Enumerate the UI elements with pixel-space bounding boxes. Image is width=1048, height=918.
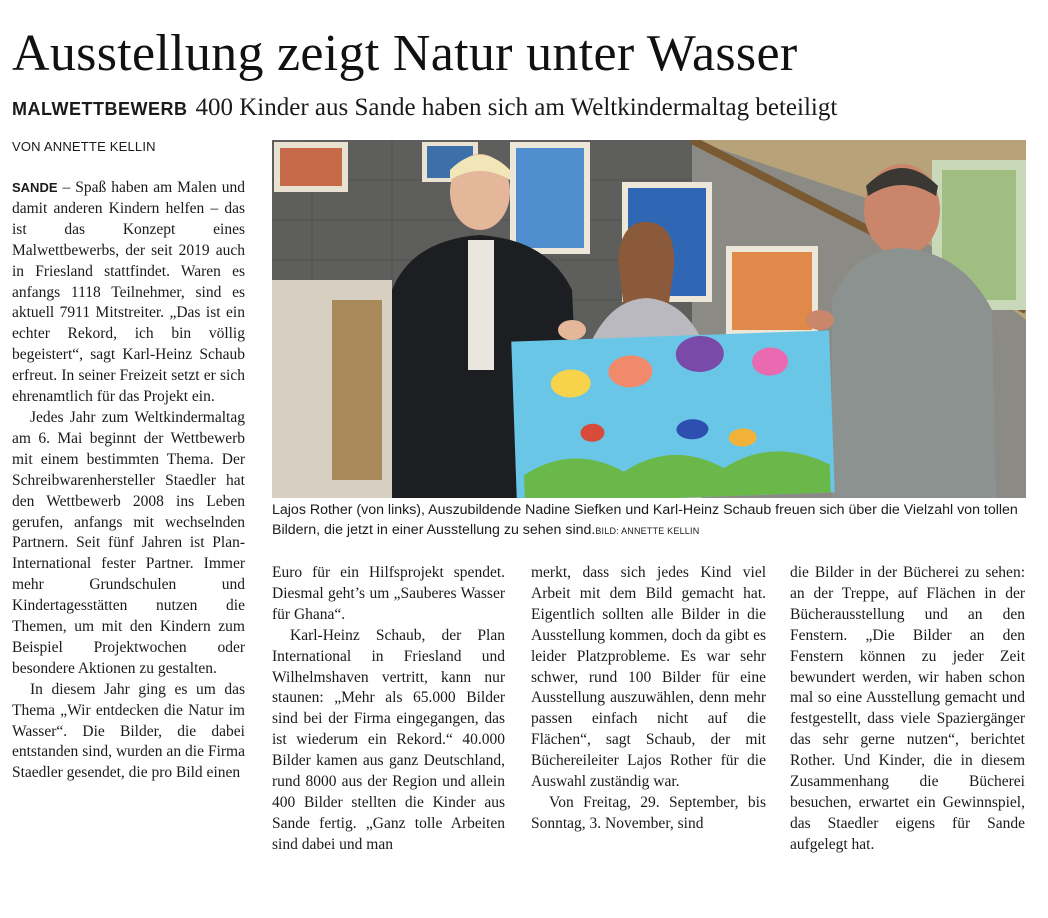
caption-text: Lajos Rother (von links), Auszubildende Nadine Siefken und Karl-Heinz Schaub freuen sich über die Vielzahl von tollen Bildern, die jetzt in einer Ausstellung zu sehen sind. — [272, 502, 1018, 538]
paragraph: Karl-Heinz Schaub, der Plan International in Friesland und Wilhelmshaven vertritt, kann nur staunen: „Mehr als 65.000 Bilder sind bei der Firma eingegangen, das ist wiederum ein Rekord.“ 40.000 Bilder kamen aus ganz Deutschland, rund 8000 aus der Region und allein 400 Bilder stellten die Kinder aus Sande fertig. „Ganz tolle Arbeiten sind dabei und man — [272, 626, 505, 853]
kicker: MALWETTBEWERB — [12, 99, 188, 119]
paragraph: Jedes Jahr zum Weltkindermaltag am 6. Mai beginnt der Wettbewerb mit einem bestimmten Thema. Der Schreibwarenhersteller Staedler hat den Wettbewerb 2008 ins Leben gerufen, anfangs mit wechselnden Partnern. Seit fünf Jahren ist Plan-International fester Partner. Immer mehr Grundschulen und Kindertagesstätten nutzen die Themen, um mit den Kindern zum Beispiel Projektwochen oder besondere Aktionen zu gestalten. — [12, 408, 245, 677]
paragraph: merkt, dass sich jedes Kind viel Arbeit mit dem Bild gemacht hat. Eigentlich sollten alle Bilder in die Ausstellung kommen, doch da gibt es leider Platzprobleme. Es war sehr schwer, rund 100 Bilder für eine Ausstellung auszuwählen, denn mehr passen einfach nicht auf die Flächen“, sagt Schaub, der mit Büchereileiter Lajos Rother für die Auswahl zuständig war. — [531, 564, 766, 791]
photo-illustration — [272, 140, 1026, 498]
dateline: SANDE — [12, 180, 58, 195]
paragraph: In diesem Jahr ging es um das Thema „Wir entdecken die Natur im Wasser“. Die Bilder, die dabei entstanden sind, wurden an die Firma Staedler gesendet, die pro Bild einen — [12, 680, 245, 782]
paragraph-text: – Spaß haben am Malen und damit anderen Kindern helfen – das ist das Konzept eines Malwettbewerbs, der seit 2019 auch in Friesland stattfindet. Waren es anfangs 1118 Teilnehmer, sind es aktuell 7911 Mitstreiter. „Das ist ein echter Rekord, ich bin völlig begeistert“, sagt Karl-Heinz Schaub erfreut. In seiner Freizeit setzt er sich ehrenamtlich für das Projekt ein. — [12, 179, 246, 406]
photo-credit: BILD: ANNETTE KELLIN — [595, 526, 700, 536]
article-column-1 — [12, 178, 245, 784]
subheadline: 400 Kinder aus Sande haben sich am Weltkindermaltag beteiligt — [195, 94, 838, 121]
photo-caption — [272, 500, 1028, 541]
paragraph: Von Freitag, 29. September, bis Sonntag, 3. November, sind — [531, 793, 766, 832]
paragraph — [12, 178, 245, 408]
paragraph: Euro für ein Hilfsprojekt spendet. Diesmal geht’s um „Sauberes Wasser für Ghana“. — [272, 564, 505, 623]
subheadline-row — [12, 92, 1032, 125]
byline: VON ANNETTE KELLIN — [12, 139, 156, 154]
article-photo — [272, 140, 1026, 498]
article-column-2 — [272, 563, 505, 856]
article-column-4 — [790, 563, 1025, 856]
article-column-3 — [531, 563, 766, 835]
headline: Ausstellung zeigt Natur unter Wasser — [12, 25, 798, 82]
paragraph: die Bilder in der Bücherei zu sehen: an der Treppe, auf Flächen in der Bücherausstellung und an den Fenstern. „Die Bilder an den Fenstern können zu jeder Zeit bewundert werden, wir haben schon mal so eine Ausstellung gemacht und festgestellt, dass viele Spaziergänger das sehr gerne nutzen“, berichtet Rother. Und Kinder, die in diesem Zusammenhang die Bücherei besuchen, erwartet ein Gewinnspiel, das Staedler eigens für Sande aufgelegt hat. — [790, 564, 1025, 853]
